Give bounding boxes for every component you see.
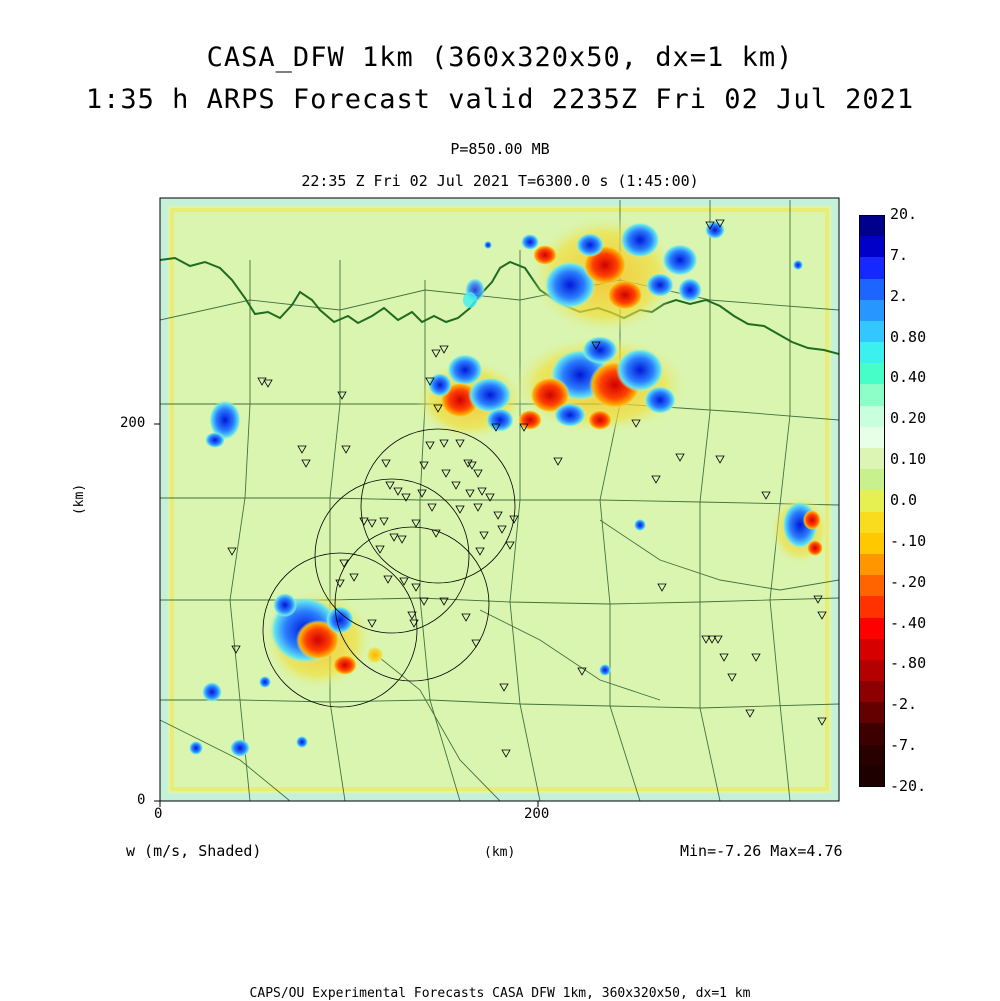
- colorbar-label: -.40: [890, 613, 927, 632]
- colorbar-label: -2.: [890, 695, 918, 714]
- x-tick-0: 0: [154, 806, 163, 822]
- colorbar-label: 0.40: [890, 368, 927, 387]
- y-axis-unit: (km): [72, 483, 88, 516]
- colorbar-label: 20.: [890, 205, 918, 223]
- credit-line: CAPS/OU Experimental Forecasts CASA DFW 1km, 360x320x50, dx=1 km: [249, 986, 751, 1001]
- colorbar-label: -7.: [890, 736, 918, 755]
- colorbar-label: 0.20: [890, 409, 927, 428]
- colorbar-label: -.20: [890, 572, 927, 591]
- colorbar-label: 7.: [890, 245, 909, 264]
- colorbar-label: 0.80: [890, 327, 927, 346]
- colorbar-label: 2.: [890, 286, 909, 305]
- x-axis-unit: (km): [484, 845, 516, 860]
- colorbar-label: 0.0: [890, 491, 918, 509]
- colorbar-frame: [859, 215, 885, 787]
- field-background: [160, 198, 839, 801]
- title-line-1: CASA_DFW 1km (360x320x50, dx=1 km): [206, 42, 794, 73]
- colorbar-label: -.10: [890, 531, 927, 550]
- colorbar-label: -20.: [890, 777, 927, 795]
- min-max-readout: Min=-7.26 Max=4.76: [680, 842, 843, 860]
- pressure-level: P=850.00 MB: [450, 140, 550, 158]
- title-line-2: 1:35 h ARPS Forecast valid 2235Z Fri 02 Jul 2021: [85, 84, 915, 115]
- valid-time-line: 22:35 Z Fri 02 Jul 2021 T=6300.0 s (1:45:00): [301, 172, 699, 190]
- colorbar-label: -.80: [890, 654, 927, 673]
- y-tick-0: 0: [137, 792, 146, 808]
- x-tick-200: 200: [524, 806, 550, 822]
- variable-label: w (m/s, Shaded): [126, 842, 262, 860]
- colorbar-label: 0.10: [890, 450, 927, 469]
- y-tick-200: 200: [120, 415, 146, 431]
